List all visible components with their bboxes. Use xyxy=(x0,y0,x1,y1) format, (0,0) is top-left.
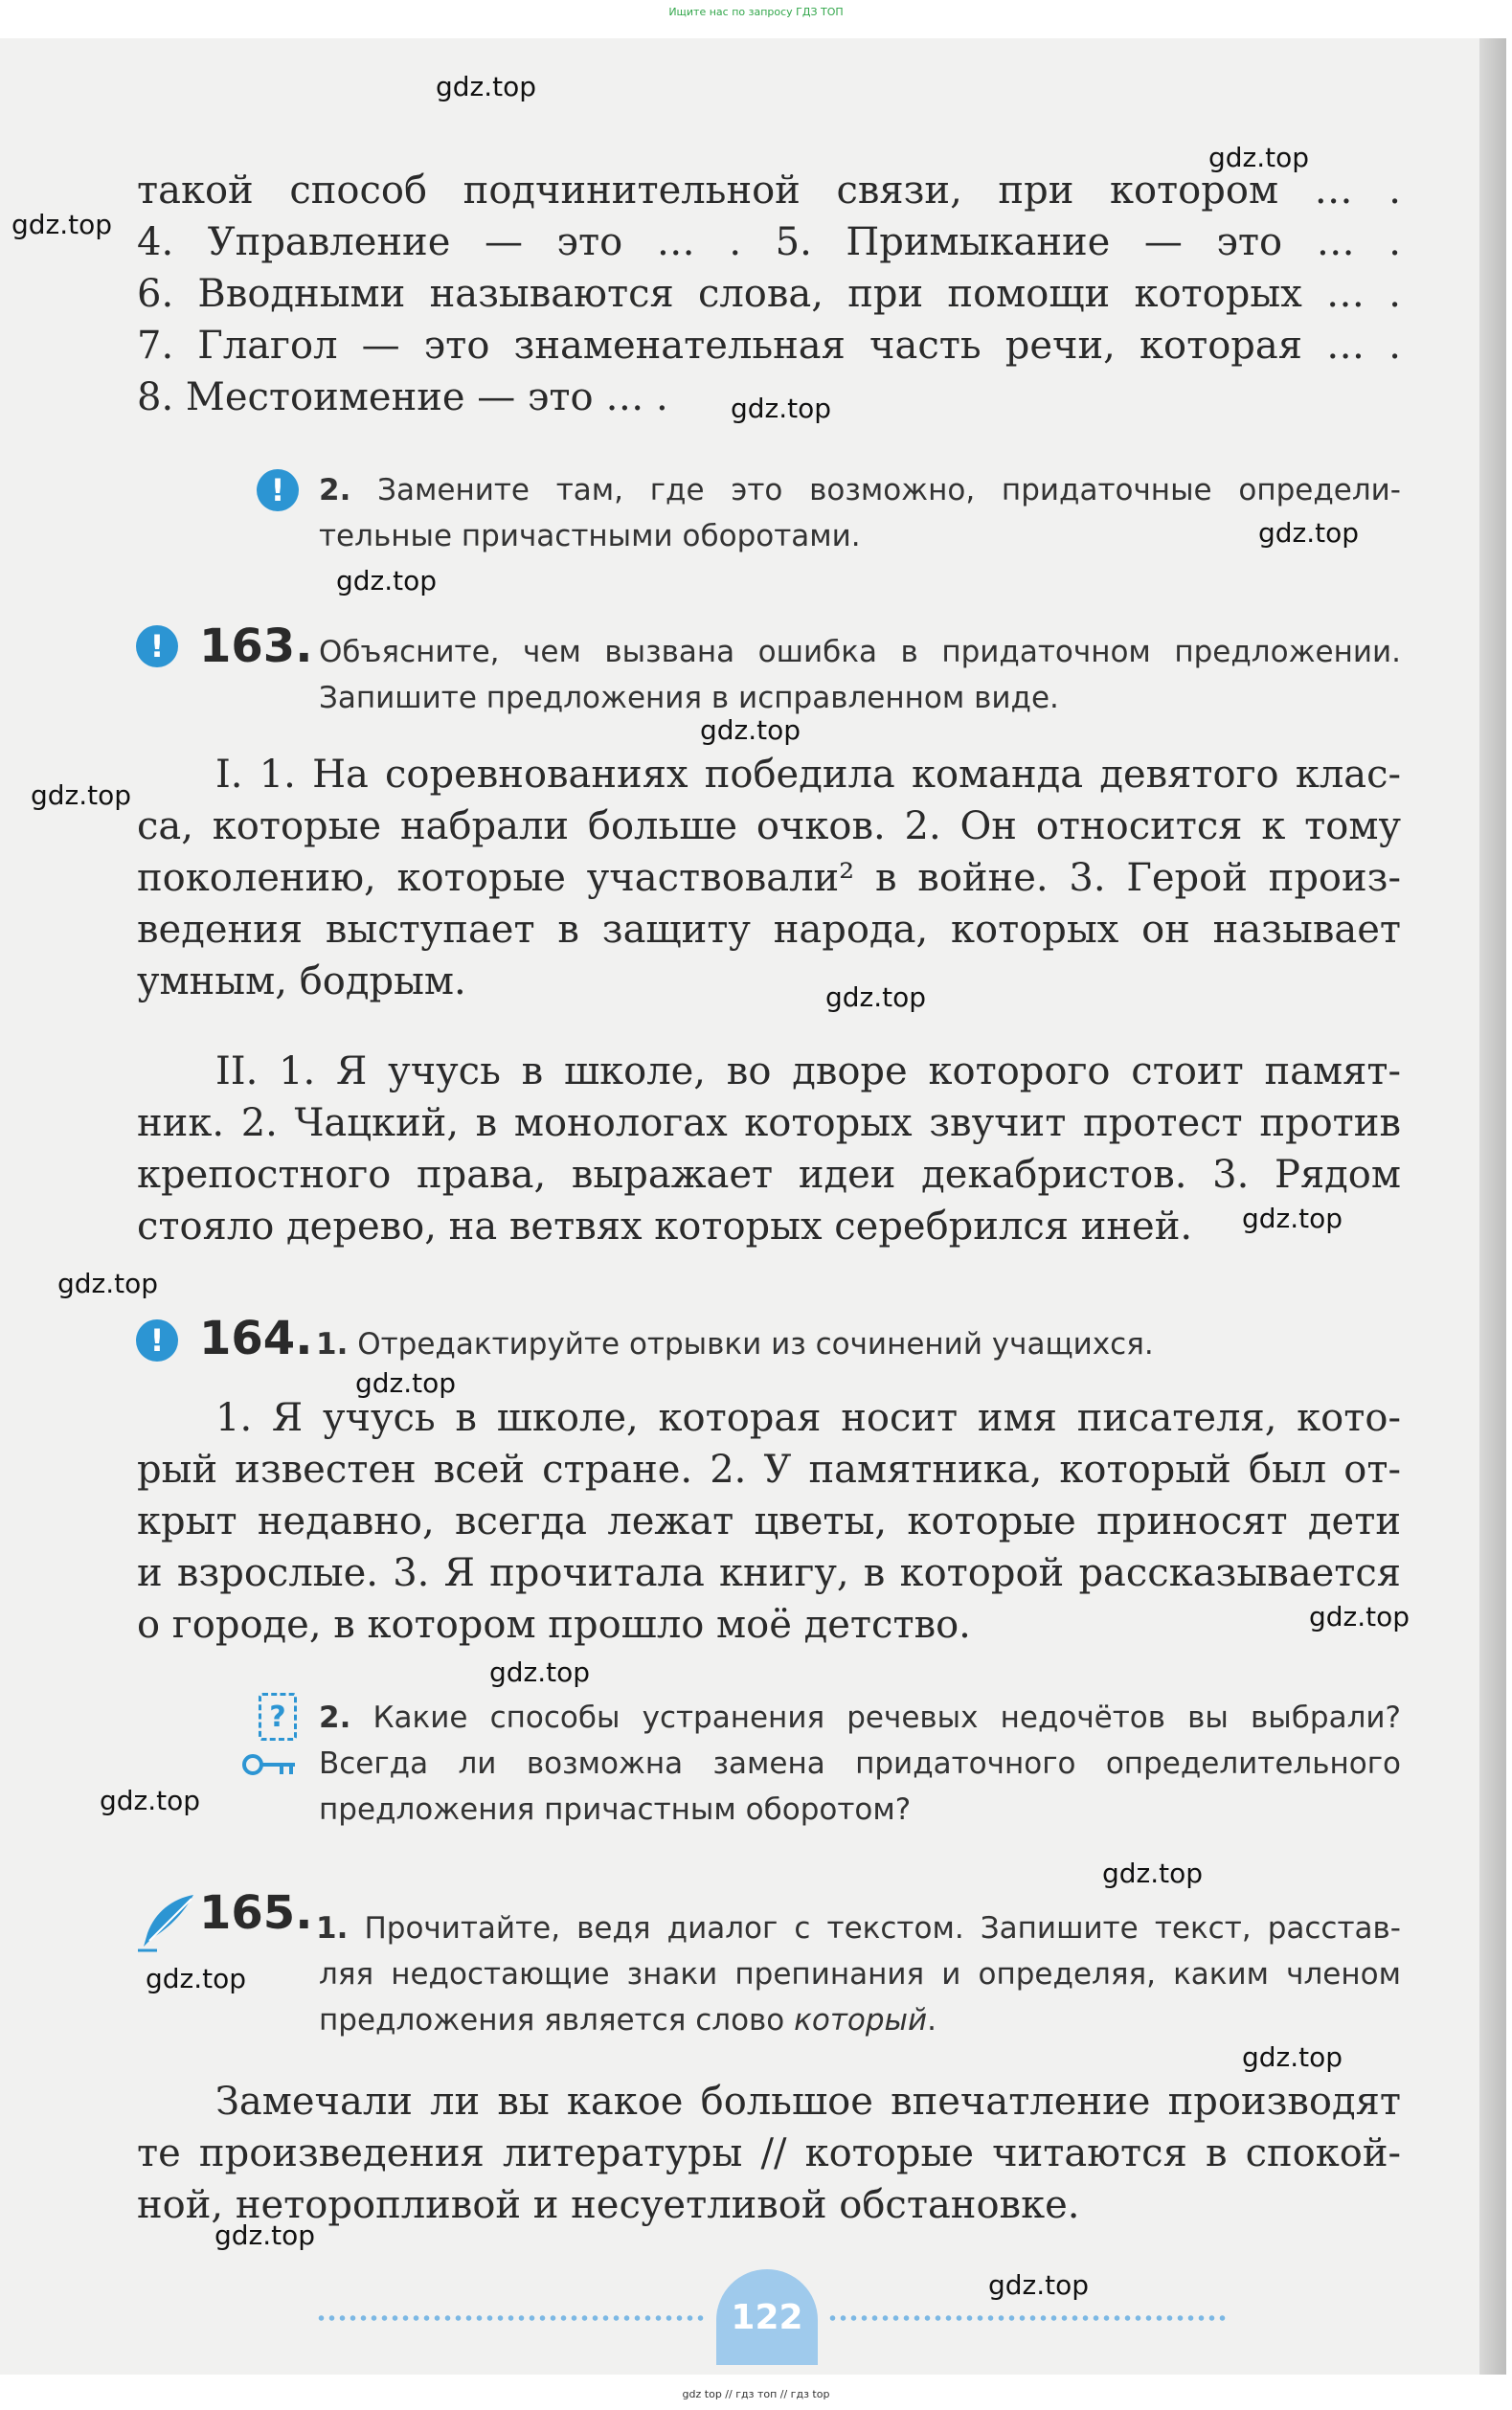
text-line: крыт недавно, всегда лежат цветы, которые приносят дети xyxy=(137,1499,1401,1543)
task-text: предложения причастным оборотом? xyxy=(319,1792,912,1827)
text-line: рый известен всей стране. 2. У памятника, который был от- xyxy=(137,1448,1401,1492)
exercise-instruction: Объясните, чем вызвана ошибка в придаточном предложении. xyxy=(319,635,1401,669)
text-line: о городе, в котором прошло моё детство. xyxy=(137,1603,971,1647)
watermark: gdz.top xyxy=(489,1656,591,1688)
exclamation-icon: ! xyxy=(136,625,178,667)
task-text: предложения является слово xyxy=(319,2003,795,2038)
watermark: gdz.top xyxy=(1258,517,1360,549)
task-number: 2. xyxy=(319,1701,351,1735)
exclamation-icon: ! xyxy=(136,1319,178,1362)
text-line: 6. Вводными называются слова, при помощи которых … . xyxy=(137,272,1401,316)
watermark: gdz.top xyxy=(31,779,132,811)
key-icon xyxy=(241,1750,299,1779)
task-1 xyxy=(316,1905,1401,1951)
watermark: gdz.top xyxy=(57,1268,159,1299)
watermark: gdz.top xyxy=(1309,1601,1410,1633)
task-2 xyxy=(319,1695,1401,1741)
text-line: I. 1. На соревнованиях победила команда девятого клас- xyxy=(215,753,1401,797)
watermark: gdz.top xyxy=(1102,1858,1204,1889)
text-line: 7. Глагол — это знаменательная часть речи, которая … . xyxy=(137,324,1401,368)
task-text: Замените там, где это возможно, придаточные определи- xyxy=(377,473,1401,507)
watermark: gdz.top xyxy=(146,1963,247,1994)
exercise-number: 164. xyxy=(199,1312,313,1365)
text-line: и взрослые. 3. Я прочитала книгу, в которой рассказывается xyxy=(137,1551,1401,1595)
page-number: 122 xyxy=(716,2269,818,2365)
text-line: поколению, которые участвовали² в войне. 3. Герой произ- xyxy=(137,856,1401,900)
task-text: тельные причастными оборотами. xyxy=(319,519,861,553)
watermark: gdz.top xyxy=(11,209,113,240)
text-line: стояло дерево, на ветвях которых серебрился иней. xyxy=(137,1205,1193,1249)
text-line: ведения выступает в защиту народа, которых он называет xyxy=(137,908,1401,952)
watermark: gdz.top xyxy=(731,393,832,424)
header-note: Ищите нас по запросу ГДЗ ТОП xyxy=(668,6,844,18)
exercise-number: 165. xyxy=(199,1886,313,1940)
task-number: 1. xyxy=(316,1327,349,1362)
watermark: gdz.top xyxy=(214,2219,316,2251)
text-line: Замечали ли вы какое большое впечатление производят xyxy=(215,2080,1401,2124)
watermark: gdz.top xyxy=(355,1367,457,1399)
text-line: 4. Управление — это … . 5. Примыкание — это … . xyxy=(137,220,1401,264)
watermark: gdz.top xyxy=(988,2269,1090,2301)
text-line: са, которые набрали больше очков. 2. Он относится к тому xyxy=(137,804,1401,848)
exercise-instruction: Запишите предложения в исправленном виде. xyxy=(319,681,1059,715)
watermark: gdz.top xyxy=(1208,142,1310,173)
task-number: 1. xyxy=(316,1911,349,1946)
text-line: такой способ подчинительной связи, при котором … . xyxy=(137,169,1401,213)
question-icon: ? xyxy=(259,1693,297,1741)
task-text: Прочитайте, ведя диалог с текстом. Запишите текст, расстав- xyxy=(364,1911,1401,1946)
watermark: gdz.top xyxy=(700,714,801,746)
footer-dots-left xyxy=(316,2315,707,2321)
text-line: ник. 2. Чацкий, в монологах которых звучит протест против xyxy=(137,1101,1401,1145)
watermark: gdz.top xyxy=(100,1785,201,1816)
page-edge xyxy=(1479,38,1506,2375)
task-number: 2. xyxy=(319,473,351,507)
exercise-number: 163. xyxy=(199,619,313,673)
task-italic-word: который xyxy=(794,2003,928,2038)
task-text: Какие способы устранения речевых недочётов вы выбрали? xyxy=(372,1701,1401,1735)
task-text-end: . xyxy=(927,2003,937,2038)
text-line: умным, бодрым. xyxy=(137,959,466,1003)
task-2 xyxy=(319,467,1401,513)
text-line: 1. Я учусь в школе, которая носит имя писателя, кото- xyxy=(215,1396,1401,1440)
watermark: gdz.top xyxy=(1242,1203,1343,1234)
text-line: те произведения литературы // которые читаются в спокой- xyxy=(137,2131,1401,2175)
task-text-line xyxy=(319,1997,1401,2043)
text-line: 8. Местоимение — это … . xyxy=(137,375,668,419)
watermark: gdz.top xyxy=(436,71,537,102)
task-text: Всегда ли возможна замена придаточного определительного xyxy=(319,1746,1401,1781)
task-text: Отредактируйте отрывки из сочинений учащихся. xyxy=(357,1327,1154,1362)
text-line: II. 1. Я учусь в школе, во дворе которого стоит памят- xyxy=(215,1049,1401,1093)
quill-pen-icon xyxy=(134,1891,199,1956)
watermark: gdz.top xyxy=(1242,2041,1343,2073)
task-1 xyxy=(316,1321,1401,1367)
exclamation-icon: ! xyxy=(257,469,299,511)
footer-dots-right xyxy=(827,2315,1230,2321)
text-line: ной, неторопливой и несуетливой обстановке. xyxy=(137,2183,1080,2227)
watermark: gdz.top xyxy=(336,565,438,597)
watermark: gdz.top xyxy=(825,981,927,1013)
task-text: ляя недостающие знаки препинания и определяя, каким членом xyxy=(319,1957,1401,1992)
footer-note: gdz top // гдз топ // гдз top xyxy=(682,2388,830,2400)
text-line: крепостного права, выражает идеи декабристов. 3. Рядом xyxy=(137,1153,1401,1197)
